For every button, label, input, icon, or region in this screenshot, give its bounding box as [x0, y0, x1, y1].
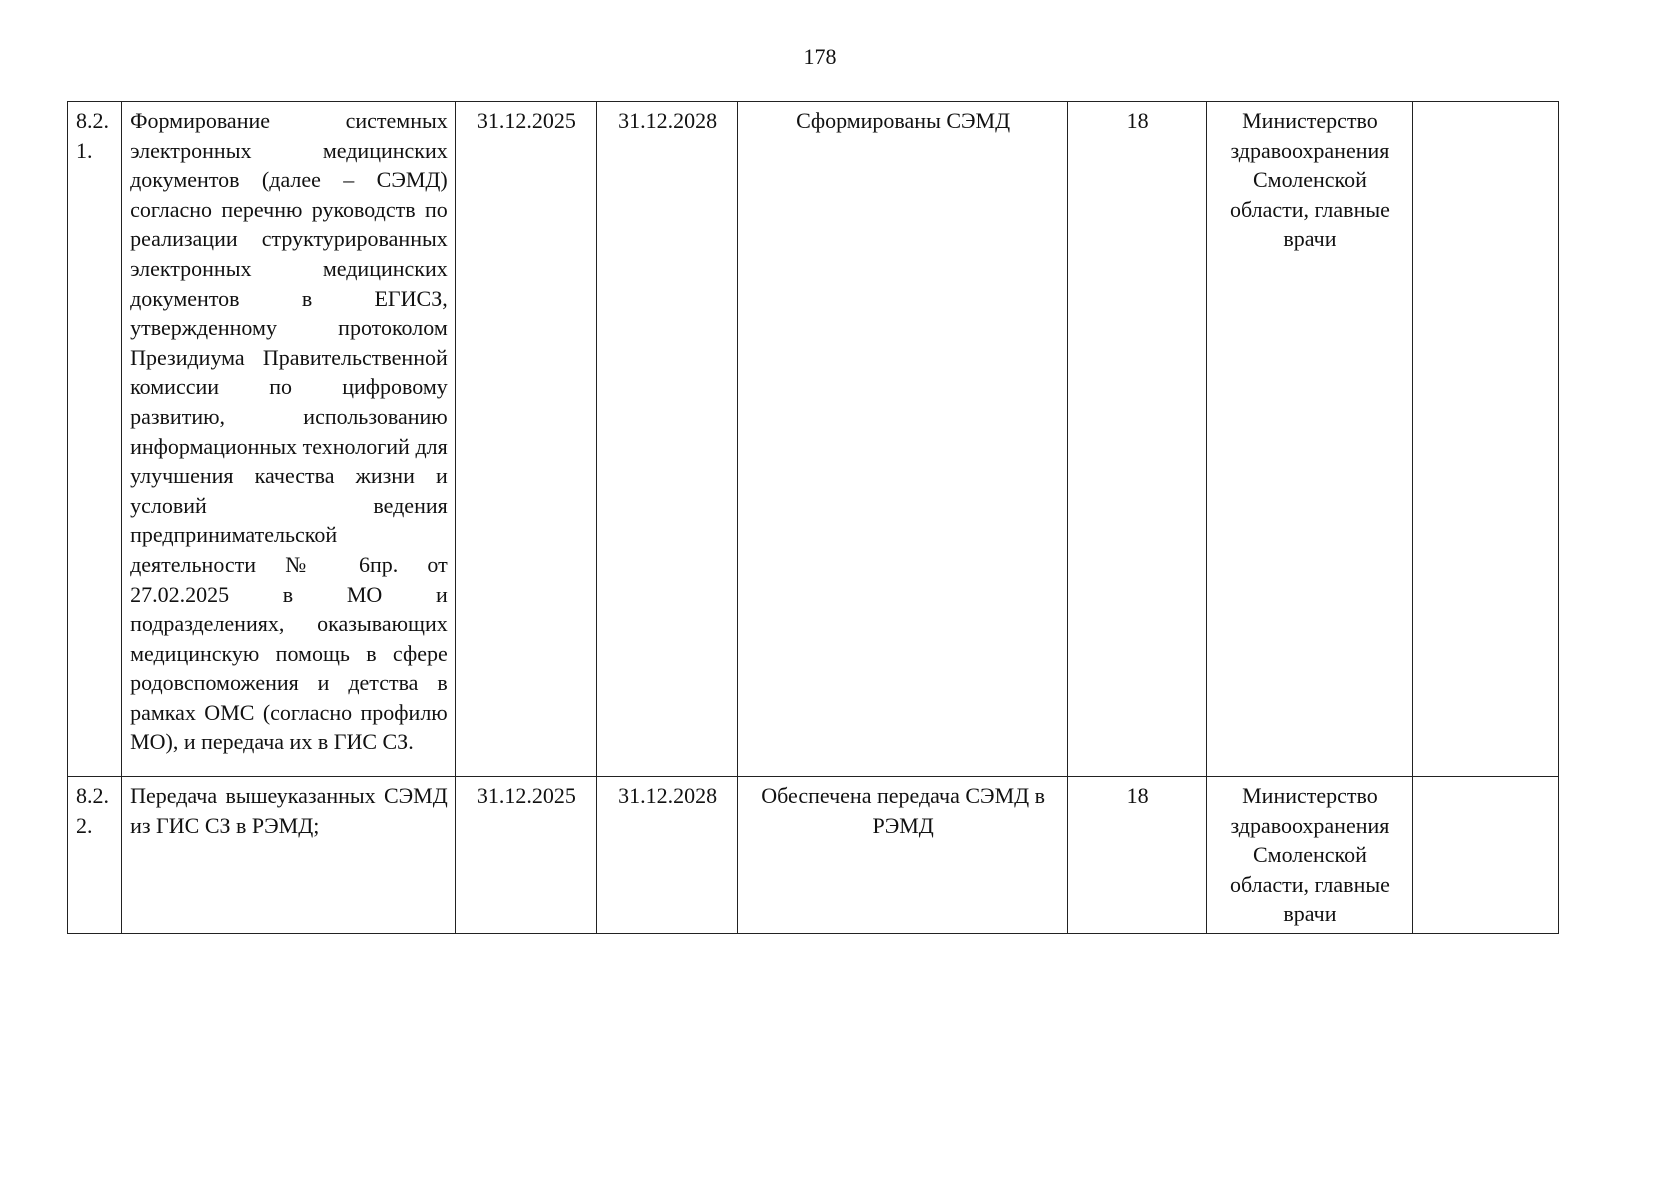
end-date: 31.12.2028	[618, 108, 718, 133]
description-cell	[122, 777, 456, 934]
description-text: Формирование системных электронных медицинских документов (далее – СЭМД) согласно перечню руководств по реализации структурированных электронных медицинских документов в ЕГИСЗ, утвержденному протоколом Президиума Правительственной комиссии по цифровому развитию, использованию информационных технологий для улучшения качества жизни и условий ведения предпринимательской деятельности № 6пр. от 27.02.2025 в МО и подразделениях, оказывающих медицинскую помощь в сфере родовспоможения и детства в рамках ОМС (согласно профилю МО), и передача их в ГИС СЗ.	[130, 108, 448, 755]
measures-table	[67, 101, 1559, 934]
responsible-text: Министерство здравоохранения Смоленской области, главные врачи	[1229, 108, 1390, 252]
table-row	[68, 777, 1559, 934]
item-number: 8.2. 2.	[76, 783, 109, 838]
start-date: 31.12.2025	[476, 783, 576, 808]
result-text: Обеспечена передача СЭМД в РЭМД	[761, 783, 1046, 838]
note-cell	[1412, 777, 1558, 934]
end-date-cell	[597, 777, 738, 934]
table-row	[68, 102, 1559, 777]
result-cell	[738, 102, 1068, 777]
page-number: 178	[803, 44, 837, 69]
indicator-value: 18	[1126, 108, 1149, 133]
item-number: 8.2. 1.	[76, 108, 109, 163]
item-number-cell	[68, 777, 122, 934]
indicator-cell	[1067, 777, 1206, 934]
responsible-cell	[1207, 777, 1412, 934]
description-text: Передача вышеуказанных СЭМД из ГИС СЗ в РЭМД;	[130, 783, 448, 838]
result-text: Сформированы СЭМД	[796, 108, 1011, 133]
end-date-cell	[597, 102, 738, 777]
item-number-cell	[68, 102, 122, 777]
indicator-cell	[1067, 102, 1206, 777]
indicator-value: 18	[1126, 783, 1149, 808]
responsible-cell	[1207, 102, 1412, 777]
result-cell	[738, 777, 1068, 934]
description-cell	[122, 102, 456, 777]
note-cell	[1412, 102, 1558, 777]
responsible-text: Министерство здравоохранения Смоленской области, главные врачи	[1229, 783, 1390, 927]
start-date-cell	[455, 777, 596, 934]
start-date-cell	[455, 102, 596, 777]
end-date: 31.12.2028	[618, 783, 718, 808]
start-date: 31.12.2025	[476, 108, 576, 133]
